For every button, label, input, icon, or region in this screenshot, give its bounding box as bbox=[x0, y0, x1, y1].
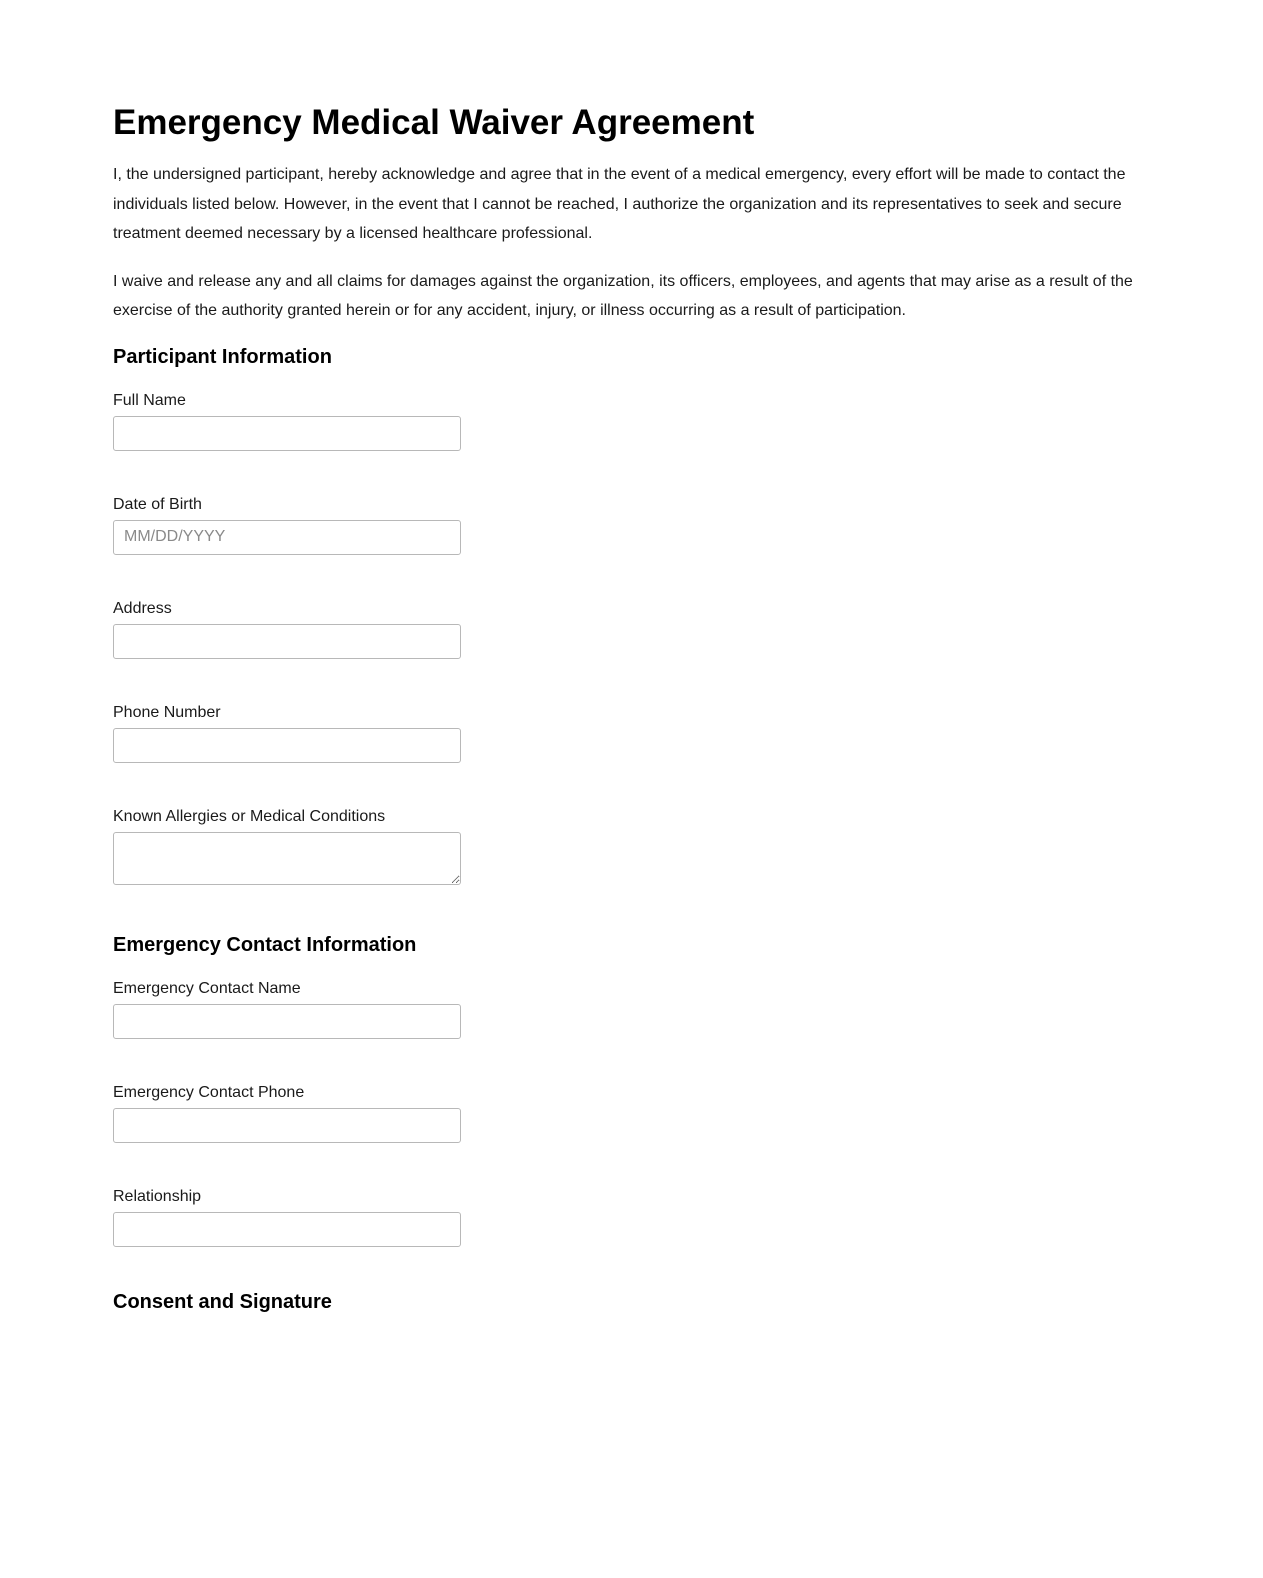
emergency-contact-name-input[interactable] bbox=[113, 1004, 461, 1039]
phone-number-label: Phone Number bbox=[113, 703, 221, 721]
phone-number-input[interactable] bbox=[113, 728, 461, 763]
field-emergency-contact-phone bbox=[113, 1081, 1150, 1143]
section-heading-participant-information: Participant Information bbox=[113, 345, 332, 368]
full-name-label: Full Name bbox=[113, 391, 186, 409]
emergency-contact-name-label: Emergency Contact Name bbox=[113, 979, 301, 997]
field-relationship bbox=[113, 1185, 1150, 1247]
relationship-label: Relationship bbox=[113, 1187, 202, 1205]
known-allergies-label: Known Allergies or Medical Conditions bbox=[113, 807, 386, 825]
page-title: Emergency Medical Waiver Agreement bbox=[113, 103, 755, 142]
section-heading-consent-and-signature: Consent and Signature bbox=[113, 1290, 332, 1313]
field-date-of-birth bbox=[113, 493, 1150, 555]
section-heading-emergency-contact-information: Emergency Contact Information bbox=[113, 933, 417, 956]
date-of-birth-input[interactable] bbox=[113, 520, 461, 555]
emergency-contact-phone-label: Emergency Contact Phone bbox=[113, 1083, 305, 1101]
address-input[interactable] bbox=[113, 624, 461, 659]
address-label: Address bbox=[113, 599, 172, 617]
relationship-input[interactable] bbox=[113, 1212, 461, 1247]
date-of-birth-label: Date of Birth bbox=[113, 495, 202, 513]
field-phone-number bbox=[113, 701, 1150, 763]
emergency-contact-phone-input[interactable] bbox=[113, 1108, 461, 1143]
full-name-input[interactable] bbox=[113, 416, 461, 451]
field-known-allergies bbox=[113, 805, 1150, 890]
field-address bbox=[113, 597, 1150, 659]
intro-paragraph-2: I waive and release any and all claims for damages against the organization, its officers, employees, and agents that may arise as a result of the exercise of the authority granted herein or for any accident, injury, or illness occurring as a result of participation. bbox=[113, 272, 1133, 320]
known-allergies-textarea[interactable] bbox=[113, 832, 461, 885]
field-emergency-contact-name bbox=[113, 977, 1150, 1039]
intro-paragraph-1: I, the undersigned participant, hereby acknowledge and agree that in the event of a medical emergency, every effort will be made to contact the individuals listed below. However, in the event that I cannot be reached, I authorize the organization and its representatives to seek and secure treatment deemed necessary by a licensed healthcare professional. bbox=[113, 166, 1126, 243]
field-full-name bbox=[113, 389, 1150, 451]
